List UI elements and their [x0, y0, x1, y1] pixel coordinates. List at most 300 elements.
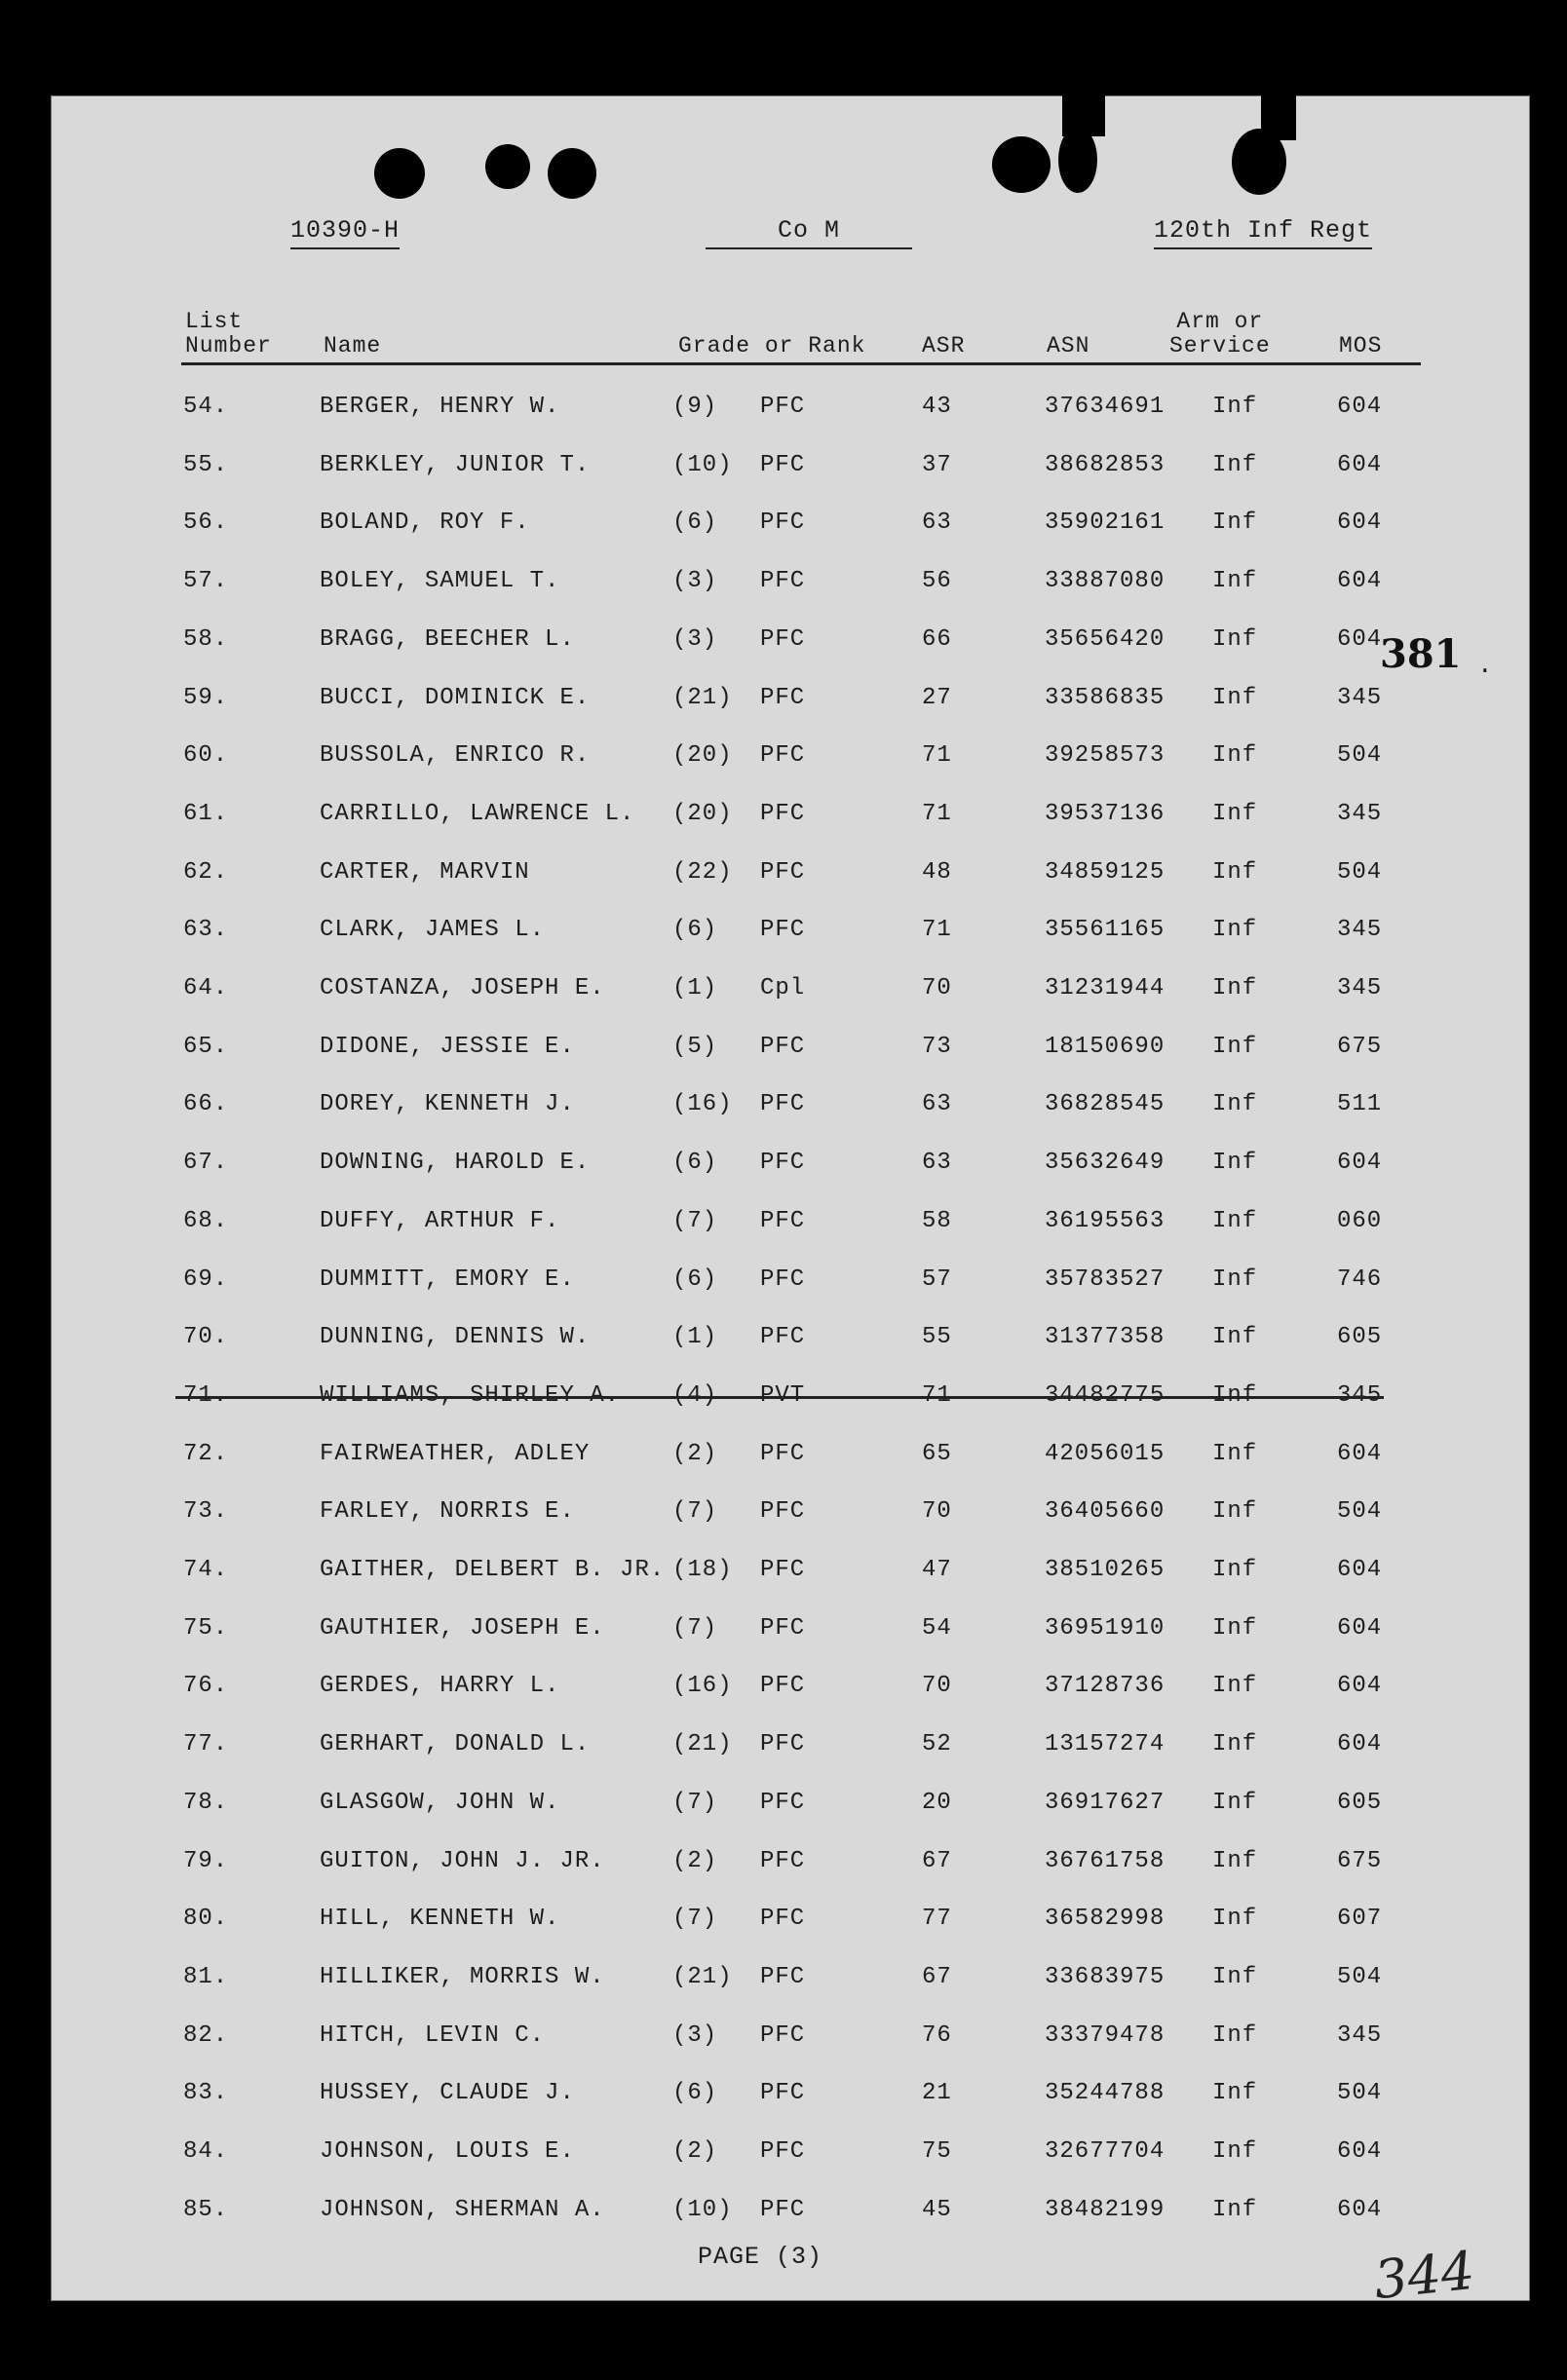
- cell-asn: 33586835: [1045, 684, 1166, 711]
- cell-asn: 35783527: [1045, 1266, 1166, 1293]
- cell-name: DUMMITT, EMORY E.: [320, 1266, 575, 1293]
- cell-grade: (7): [672, 1614, 718, 1642]
- cell-rank: PFC: [760, 625, 806, 653]
- cell-name: DOWNING, HAROLD E.: [320, 1150, 591, 1177]
- cell-asr: 70: [922, 975, 952, 1001]
- cell-mos: 675: [1337, 1033, 1383, 1060]
- cell-rank: PFC: [760, 1498, 806, 1526]
- cell-mos: 504: [1337, 858, 1383, 886]
- cell-name: BOLAND, ROY F.: [320, 510, 530, 537]
- cell-name: HITCH, LEVIN C.: [320, 2021, 546, 2049]
- cell-rank: PFC: [760, 1440, 806, 1467]
- table-row: [0, 2138, 1567, 2177]
- cell-rank: PFC: [760, 1906, 806, 1933]
- cell-rank: PFC: [760, 510, 806, 537]
- cell-asn: 33379478: [1045, 2021, 1166, 2049]
- cell-mos: 604: [1337, 1557, 1383, 1583]
- cell-num: 65.: [183, 1033, 229, 1060]
- cell-grade: (16): [672, 1091, 733, 1118]
- cell-asn: 32677704: [1045, 2138, 1166, 2165]
- cell-asr: 45: [922, 2196, 952, 2223]
- cell-rank: PFC: [760, 1789, 806, 1816]
- stamped-number: 381: [1380, 631, 1462, 677]
- table-row: [0, 1208, 1567, 1247]
- cell-asn: 31377358: [1045, 1324, 1166, 1351]
- cell-arm: Inf: [1212, 2080, 1258, 2107]
- table-row: [0, 510, 1567, 548]
- cell-num: 59.: [183, 684, 229, 711]
- cell-asn: 35656420: [1045, 625, 1166, 653]
- table-row: [0, 1673, 1567, 1712]
- cell-name: BUSSOLA, ENRICO R.: [320, 742, 591, 770]
- cell-arm: Inf: [1212, 625, 1258, 653]
- cell-mos: 345: [1337, 684, 1383, 711]
- cell-grade: (20): [672, 742, 733, 770]
- cell-asn: 39258573: [1045, 742, 1166, 770]
- cell-arm: Inf: [1212, 1906, 1258, 1933]
- cell-arm: Inf: [1212, 1440, 1258, 1467]
- cell-name: BERGER, HENRY W.: [320, 394, 560, 420]
- cell-arm: Inf: [1212, 1614, 1258, 1642]
- cell-num: 72.: [183, 1440, 229, 1467]
- cell-grade: (6): [672, 1150, 718, 1177]
- cell-asr: 65: [922, 1440, 952, 1467]
- cell-grade: (21): [672, 1963, 733, 1990]
- cell-asn: 37128736: [1045, 1673, 1166, 1700]
- cell-rank: PFC: [760, 1207, 806, 1234]
- cell-name: BOLEY, SAMUEL T.: [320, 568, 560, 595]
- cell-arm: Inf: [1212, 568, 1258, 595]
- cell-arm: Inf: [1212, 684, 1258, 711]
- cell-name: BUCCI, DOMINICK E.: [320, 684, 591, 711]
- column-header-mos: MOS: [1339, 333, 1383, 359]
- cell-grade: (20): [672, 800, 733, 827]
- cell-mos: 604: [1337, 1440, 1383, 1467]
- cell-rank: PFC: [760, 1731, 806, 1758]
- table-row: [0, 1731, 1567, 1770]
- cell-rank: PFC: [760, 1150, 806, 1177]
- table-row: [0, 1382, 1567, 1421]
- cell-mos: 604: [1337, 2138, 1383, 2165]
- cell-arm: Inf: [1212, 975, 1258, 1001]
- cell-mos: 504: [1337, 742, 1383, 770]
- cell-arm: Inf: [1212, 1324, 1258, 1351]
- cell-grade: (10): [672, 451, 733, 478]
- cell-grade: (1): [672, 975, 718, 1001]
- cell-num: 55.: [183, 451, 229, 478]
- column-header-arm-service: Arm or Service: [1169, 309, 1271, 359]
- cell-rank: PFC: [760, 1266, 806, 1293]
- cell-name: DOREY, KENNETH J.: [320, 1091, 575, 1118]
- table-row: [0, 394, 1567, 433]
- table-row: [0, 917, 1567, 956]
- cell-mos: 605: [1337, 1789, 1383, 1816]
- cell-asn: 35902161: [1045, 510, 1166, 537]
- cell-asn: 33887080: [1045, 568, 1166, 595]
- table-row: [0, 1266, 1567, 1305]
- cell-mos: 604: [1337, 1673, 1383, 1700]
- cell-num: 56.: [183, 510, 229, 537]
- cell-mos: 604: [1337, 1731, 1383, 1758]
- cell-asr: 37: [922, 451, 952, 478]
- cell-name: HUSSEY, CLAUDE J.: [320, 2080, 575, 2107]
- cell-mos: 605: [1337, 1324, 1383, 1351]
- cell-arm: Inf: [1212, 1557, 1258, 1583]
- cell-rank: PFC: [760, 1557, 806, 1583]
- cell-name: CARRILLO, LAWRENCE L.: [320, 800, 635, 827]
- cell-asr: 76: [922, 2021, 952, 2049]
- cell-asn: 35632649: [1045, 1150, 1166, 1177]
- cell-asr: 48: [922, 858, 952, 886]
- table-row: [0, 859, 1567, 898]
- cell-rank: PFC: [760, 858, 806, 886]
- cell-grade: (21): [672, 684, 733, 711]
- cell-mos: 604: [1337, 394, 1383, 420]
- cell-grade: (18): [672, 1557, 733, 1583]
- cell-name: HILL, KENNETH W.: [320, 1906, 560, 1933]
- cell-num: 75.: [183, 1614, 229, 1642]
- cell-asn: 33683975: [1045, 1963, 1166, 1990]
- table-row: [0, 742, 1567, 781]
- cell-rank: PFC: [760, 1033, 806, 1060]
- cell-mos: 060: [1337, 1207, 1383, 1234]
- cell-num: 57.: [183, 568, 229, 595]
- cell-arm: Inf: [1212, 2196, 1258, 2223]
- cell-asn: 38482199: [1045, 2196, 1166, 2223]
- cell-mos: 604: [1337, 2196, 1383, 2223]
- cell-arm: Inf: [1212, 1731, 1258, 1758]
- cell-grade: (7): [672, 1789, 718, 1816]
- cell-grade: (3): [672, 2021, 718, 2049]
- table-row: [0, 1848, 1567, 1887]
- cell-arm: Inf: [1212, 1033, 1258, 1060]
- cell-asn: 36951910: [1045, 1614, 1166, 1642]
- table-row: [0, 626, 1567, 665]
- table-row: [0, 1498, 1567, 1537]
- table-row: [0, 2080, 1567, 2119]
- cell-mos: 345: [1337, 917, 1383, 944]
- cell-num: 82.: [183, 2021, 229, 2049]
- cell-mos: 504: [1337, 1963, 1383, 1990]
- cell-grade: (6): [672, 917, 718, 944]
- cell-mos: 604: [1337, 625, 1383, 653]
- cell-asn: 42056015: [1045, 1440, 1166, 1467]
- cell-grade: (6): [672, 510, 718, 537]
- handwritten-number: 344: [1370, 2239, 1478, 2312]
- cell-mos: 345: [1337, 800, 1383, 827]
- cell-rank: Cpl: [760, 975, 806, 1001]
- cell-asn: 18150690: [1045, 1033, 1166, 1060]
- cell-rank: PFC: [760, 1963, 806, 1990]
- cell-arm: Inf: [1212, 2021, 1258, 2049]
- cell-num: 83.: [183, 2080, 229, 2107]
- cell-asr: 67: [922, 1963, 952, 1990]
- cell-num: 70.: [183, 1324, 229, 1351]
- table-row: [0, 1906, 1567, 1945]
- table-row: [0, 1091, 1567, 1130]
- table-row: [0, 2197, 1567, 2236]
- cell-mos: 604: [1337, 451, 1383, 478]
- cell-rank: PFC: [760, 917, 806, 944]
- cell-name: GERHART, DONALD L.: [320, 1731, 591, 1758]
- cell-mos: 511: [1337, 1091, 1383, 1118]
- column-header-name: Name: [324, 333, 382, 359]
- cell-mos: 345: [1337, 2021, 1383, 2049]
- cell-rank: PFC: [760, 1673, 806, 1700]
- cell-num: 78.: [183, 1789, 229, 1816]
- cell-asr: 71: [922, 917, 952, 944]
- cell-mos: 607: [1337, 1906, 1383, 1933]
- cell-asn: 37634691: [1045, 394, 1166, 420]
- cell-asr: 27: [922, 684, 952, 711]
- cell-name: DUNNING, DENNIS W.: [320, 1324, 591, 1351]
- cell-num: 61.: [183, 800, 229, 827]
- cell-name: GUITON, JOHN J. JR.: [320, 1847, 605, 1874]
- punch-hole: [374, 148, 425, 199]
- cell-name: GLASGOW, JOHN W.: [320, 1789, 560, 1816]
- cell-asn: 36195563: [1045, 1207, 1166, 1234]
- cell-mos: 345: [1337, 975, 1383, 1001]
- cell-rank: PFC: [760, 451, 806, 478]
- cell-asr: 71: [922, 742, 952, 770]
- table-row: [0, 1324, 1567, 1363]
- punch-hole: [548, 148, 596, 199]
- table-row: [0, 1615, 1567, 1654]
- cell-grade: (6): [672, 2080, 718, 2107]
- punch-hole: [485, 144, 530, 189]
- cell-asr: 63: [922, 510, 952, 537]
- cell-num: 84.: [183, 2138, 229, 2165]
- cell-arm: Inf: [1212, 917, 1258, 944]
- cell-mos: 746: [1337, 1266, 1383, 1293]
- strike-through-line: [175, 1396, 1384, 1399]
- cell-arm: Inf: [1212, 1150, 1258, 1177]
- cell-asr: 70: [922, 1498, 952, 1526]
- cell-name: BRAGG, BEECHER L.: [320, 625, 575, 653]
- cell-rank: PFC: [760, 568, 806, 595]
- table-row: [0, 1964, 1567, 2003]
- cell-name: JOHNSON, SHERMAN A.: [320, 2196, 605, 2223]
- cell-num: 68.: [183, 1207, 229, 1234]
- cell-grade: (7): [672, 1207, 718, 1234]
- cell-asn: 36828545: [1045, 1091, 1166, 1118]
- cell-asn: 35561165: [1045, 917, 1166, 944]
- stamp-period: .: [1477, 651, 1493, 680]
- cell-arm: Inf: [1212, 1673, 1258, 1700]
- cell-name: FAIRWEATHER, ADLEY: [320, 1440, 591, 1467]
- table-row: [0, 568, 1567, 607]
- cell-num: 54.: [183, 394, 229, 420]
- cell-arm: Inf: [1212, 858, 1258, 886]
- cell-num: 60.: [183, 742, 229, 770]
- cell-asr: 21: [922, 2080, 952, 2107]
- column-header-asn: ASN: [1047, 333, 1090, 359]
- cell-mos: 604: [1337, 510, 1383, 537]
- cell-asr: 57: [922, 1266, 952, 1293]
- cell-name: HILLIKER, MORRIS W.: [320, 1963, 605, 1990]
- cell-asn: 36917627: [1045, 1789, 1166, 1816]
- paper-tear: [1261, 57, 1296, 140]
- punch-hole: [1058, 127, 1097, 193]
- cell-mos: 604: [1337, 1150, 1383, 1177]
- cell-asr: 55: [922, 1324, 952, 1351]
- cell-asr: 58: [922, 1207, 952, 1234]
- cell-name: GERDES, HARRY L.: [320, 1673, 560, 1700]
- table-row: [0, 1790, 1567, 1829]
- cell-asr: 67: [922, 1847, 952, 1874]
- cell-rank: PFC: [760, 684, 806, 711]
- cell-num: 73.: [183, 1498, 229, 1526]
- cell-asr: 71: [922, 800, 952, 827]
- cell-asr: 63: [922, 1150, 952, 1177]
- cell-asn: 36761758: [1045, 1847, 1166, 1874]
- cell-grade: (3): [672, 625, 718, 653]
- punch-hole: [992, 136, 1051, 193]
- column-header-grade-rank: Grade or Rank: [678, 333, 866, 359]
- cell-num: 77.: [183, 1731, 229, 1758]
- cell-num: 69.: [183, 1266, 229, 1293]
- cell-asn: 38510265: [1045, 1557, 1166, 1583]
- cell-asr: 77: [922, 1906, 952, 1933]
- cell-arm: Inf: [1212, 2138, 1258, 2165]
- column-header-list-number: List Number: [185, 309, 272, 359]
- cell-arm: Inf: [1212, 1963, 1258, 1990]
- cell-asr: 70: [922, 1673, 952, 1700]
- cell-mos: 604: [1337, 568, 1383, 595]
- document-id: 10390-H: [290, 216, 400, 249]
- cell-grade: (6): [672, 1266, 718, 1293]
- cell-arm: Inf: [1212, 1789, 1258, 1816]
- cell-arm: Inf: [1212, 1498, 1258, 1526]
- cell-asn: 36405660: [1045, 1498, 1166, 1526]
- cell-asn: 34859125: [1045, 858, 1166, 886]
- cell-asn: 39537136: [1045, 800, 1166, 827]
- cell-mos: 504: [1337, 1498, 1383, 1526]
- cell-grade: (16): [672, 1673, 733, 1700]
- cell-grade: (7): [672, 1906, 718, 1933]
- company-label: Co M: [706, 216, 912, 249]
- cell-name: COSTANZA, JOSEPH E.: [320, 975, 605, 1001]
- cell-rank: PFC: [760, 800, 806, 827]
- regiment-label: 120th Inf Regt: [1154, 216, 1372, 249]
- cell-num: 79.: [183, 1847, 229, 1874]
- table-row: [0, 2022, 1567, 2061]
- cell-rank: PFC: [760, 2021, 806, 2049]
- cell-asr: 73: [922, 1033, 952, 1060]
- cell-num: 66.: [183, 1091, 229, 1118]
- cell-asr: 63: [922, 1091, 952, 1118]
- cell-name: DUFFY, ARTHUR F.: [320, 1207, 560, 1234]
- cell-num: 63.: [183, 917, 229, 944]
- cell-arm: Inf: [1212, 742, 1258, 770]
- cell-arm: Inf: [1212, 1266, 1258, 1293]
- cell-rank: PFC: [760, 2196, 806, 2223]
- cell-asn: 13157274: [1045, 1731, 1166, 1758]
- cell-arm: Inf: [1212, 1091, 1258, 1118]
- cell-grade: (2): [672, 2138, 718, 2165]
- cell-grade: (7): [672, 1498, 718, 1526]
- cell-arm: Inf: [1212, 510, 1258, 537]
- cell-arm: Inf: [1212, 800, 1258, 827]
- cell-asr: 75: [922, 2138, 952, 2165]
- column-header-asr: ASR: [922, 333, 966, 359]
- cell-num: 58.: [183, 625, 229, 653]
- cell-num: 64.: [183, 975, 229, 1001]
- cell-num: 81.: [183, 1963, 229, 1990]
- header-rule: [181, 362, 1421, 365]
- cell-name: DIDONE, JESSIE E.: [320, 1033, 575, 1060]
- cell-asr: 47: [922, 1557, 952, 1583]
- cell-asn: 35244788: [1045, 2080, 1166, 2107]
- table-row: [0, 801, 1567, 840]
- cell-asr: 56: [922, 568, 952, 595]
- cell-name: BERKLEY, JUNIOR T.: [320, 451, 591, 478]
- table-row: [0, 1150, 1567, 1189]
- cell-grade: (21): [672, 1731, 733, 1758]
- cell-grade: (5): [672, 1033, 718, 1060]
- table-row: [0, 685, 1567, 724]
- cell-asr: 43: [922, 394, 952, 420]
- cell-num: 67.: [183, 1150, 229, 1177]
- cell-num: 80.: [183, 1906, 229, 1933]
- cell-rank: PFC: [760, 2138, 806, 2165]
- cell-rank: PFC: [760, 2080, 806, 2107]
- cell-arm: Inf: [1212, 1207, 1258, 1234]
- cell-asr: 54: [922, 1614, 952, 1642]
- cell-asr: 52: [922, 1731, 952, 1758]
- cell-grade: (3): [672, 568, 718, 595]
- cell-arm: Inf: [1212, 1847, 1258, 1874]
- table-row: [0, 1557, 1567, 1596]
- cell-mos: 504: [1337, 2080, 1383, 2107]
- table-row: [0, 1034, 1567, 1073]
- cell-asn: 36582998: [1045, 1906, 1166, 1933]
- cell-name: FARLEY, NORRIS E.: [320, 1498, 575, 1526]
- cell-mos: 604: [1337, 1614, 1383, 1642]
- cell-name: CLARK, JAMES L.: [320, 917, 546, 944]
- page-number: PAGE (3): [698, 2243, 823, 2271]
- cell-name: GAUTHIER, JOSEPH E.: [320, 1614, 605, 1642]
- cell-name: JOHNSON, LOUIS E.: [320, 2138, 575, 2165]
- table-row: [0, 452, 1567, 491]
- cell-grade: (22): [672, 858, 733, 886]
- cell-asr: 20: [922, 1789, 952, 1816]
- cell-grade: (9): [672, 394, 718, 420]
- cell-rank: PFC: [760, 1091, 806, 1118]
- cell-rank: PFC: [760, 394, 806, 420]
- cell-name: GAITHER, DELBERT B. JR.: [320, 1557, 666, 1583]
- cell-name: CARTER, MARVIN: [320, 858, 530, 886]
- cell-num: 76.: [183, 1673, 229, 1700]
- cell-num: 74.: [183, 1557, 229, 1583]
- cell-grade: (2): [672, 1440, 718, 1467]
- cell-num: 85.: [183, 2196, 229, 2223]
- cell-num: 62.: [183, 858, 229, 886]
- cell-rank: PFC: [760, 1847, 806, 1874]
- cell-grade: (10): [672, 2196, 733, 2223]
- cell-arm: Inf: [1212, 394, 1258, 420]
- cell-asn: 38682853: [1045, 451, 1166, 478]
- cell-asr: 66: [922, 625, 952, 653]
- cell-rank: PFC: [760, 1324, 806, 1351]
- cell-grade: (2): [672, 1847, 718, 1874]
- cell-rank: PFC: [760, 1614, 806, 1642]
- cell-grade: (1): [672, 1324, 718, 1351]
- table-row: [0, 1441, 1567, 1480]
- cell-rank: PFC: [760, 742, 806, 770]
- cell-asn: 31231944: [1045, 975, 1166, 1001]
- paper-tear: [1062, 58, 1105, 136]
